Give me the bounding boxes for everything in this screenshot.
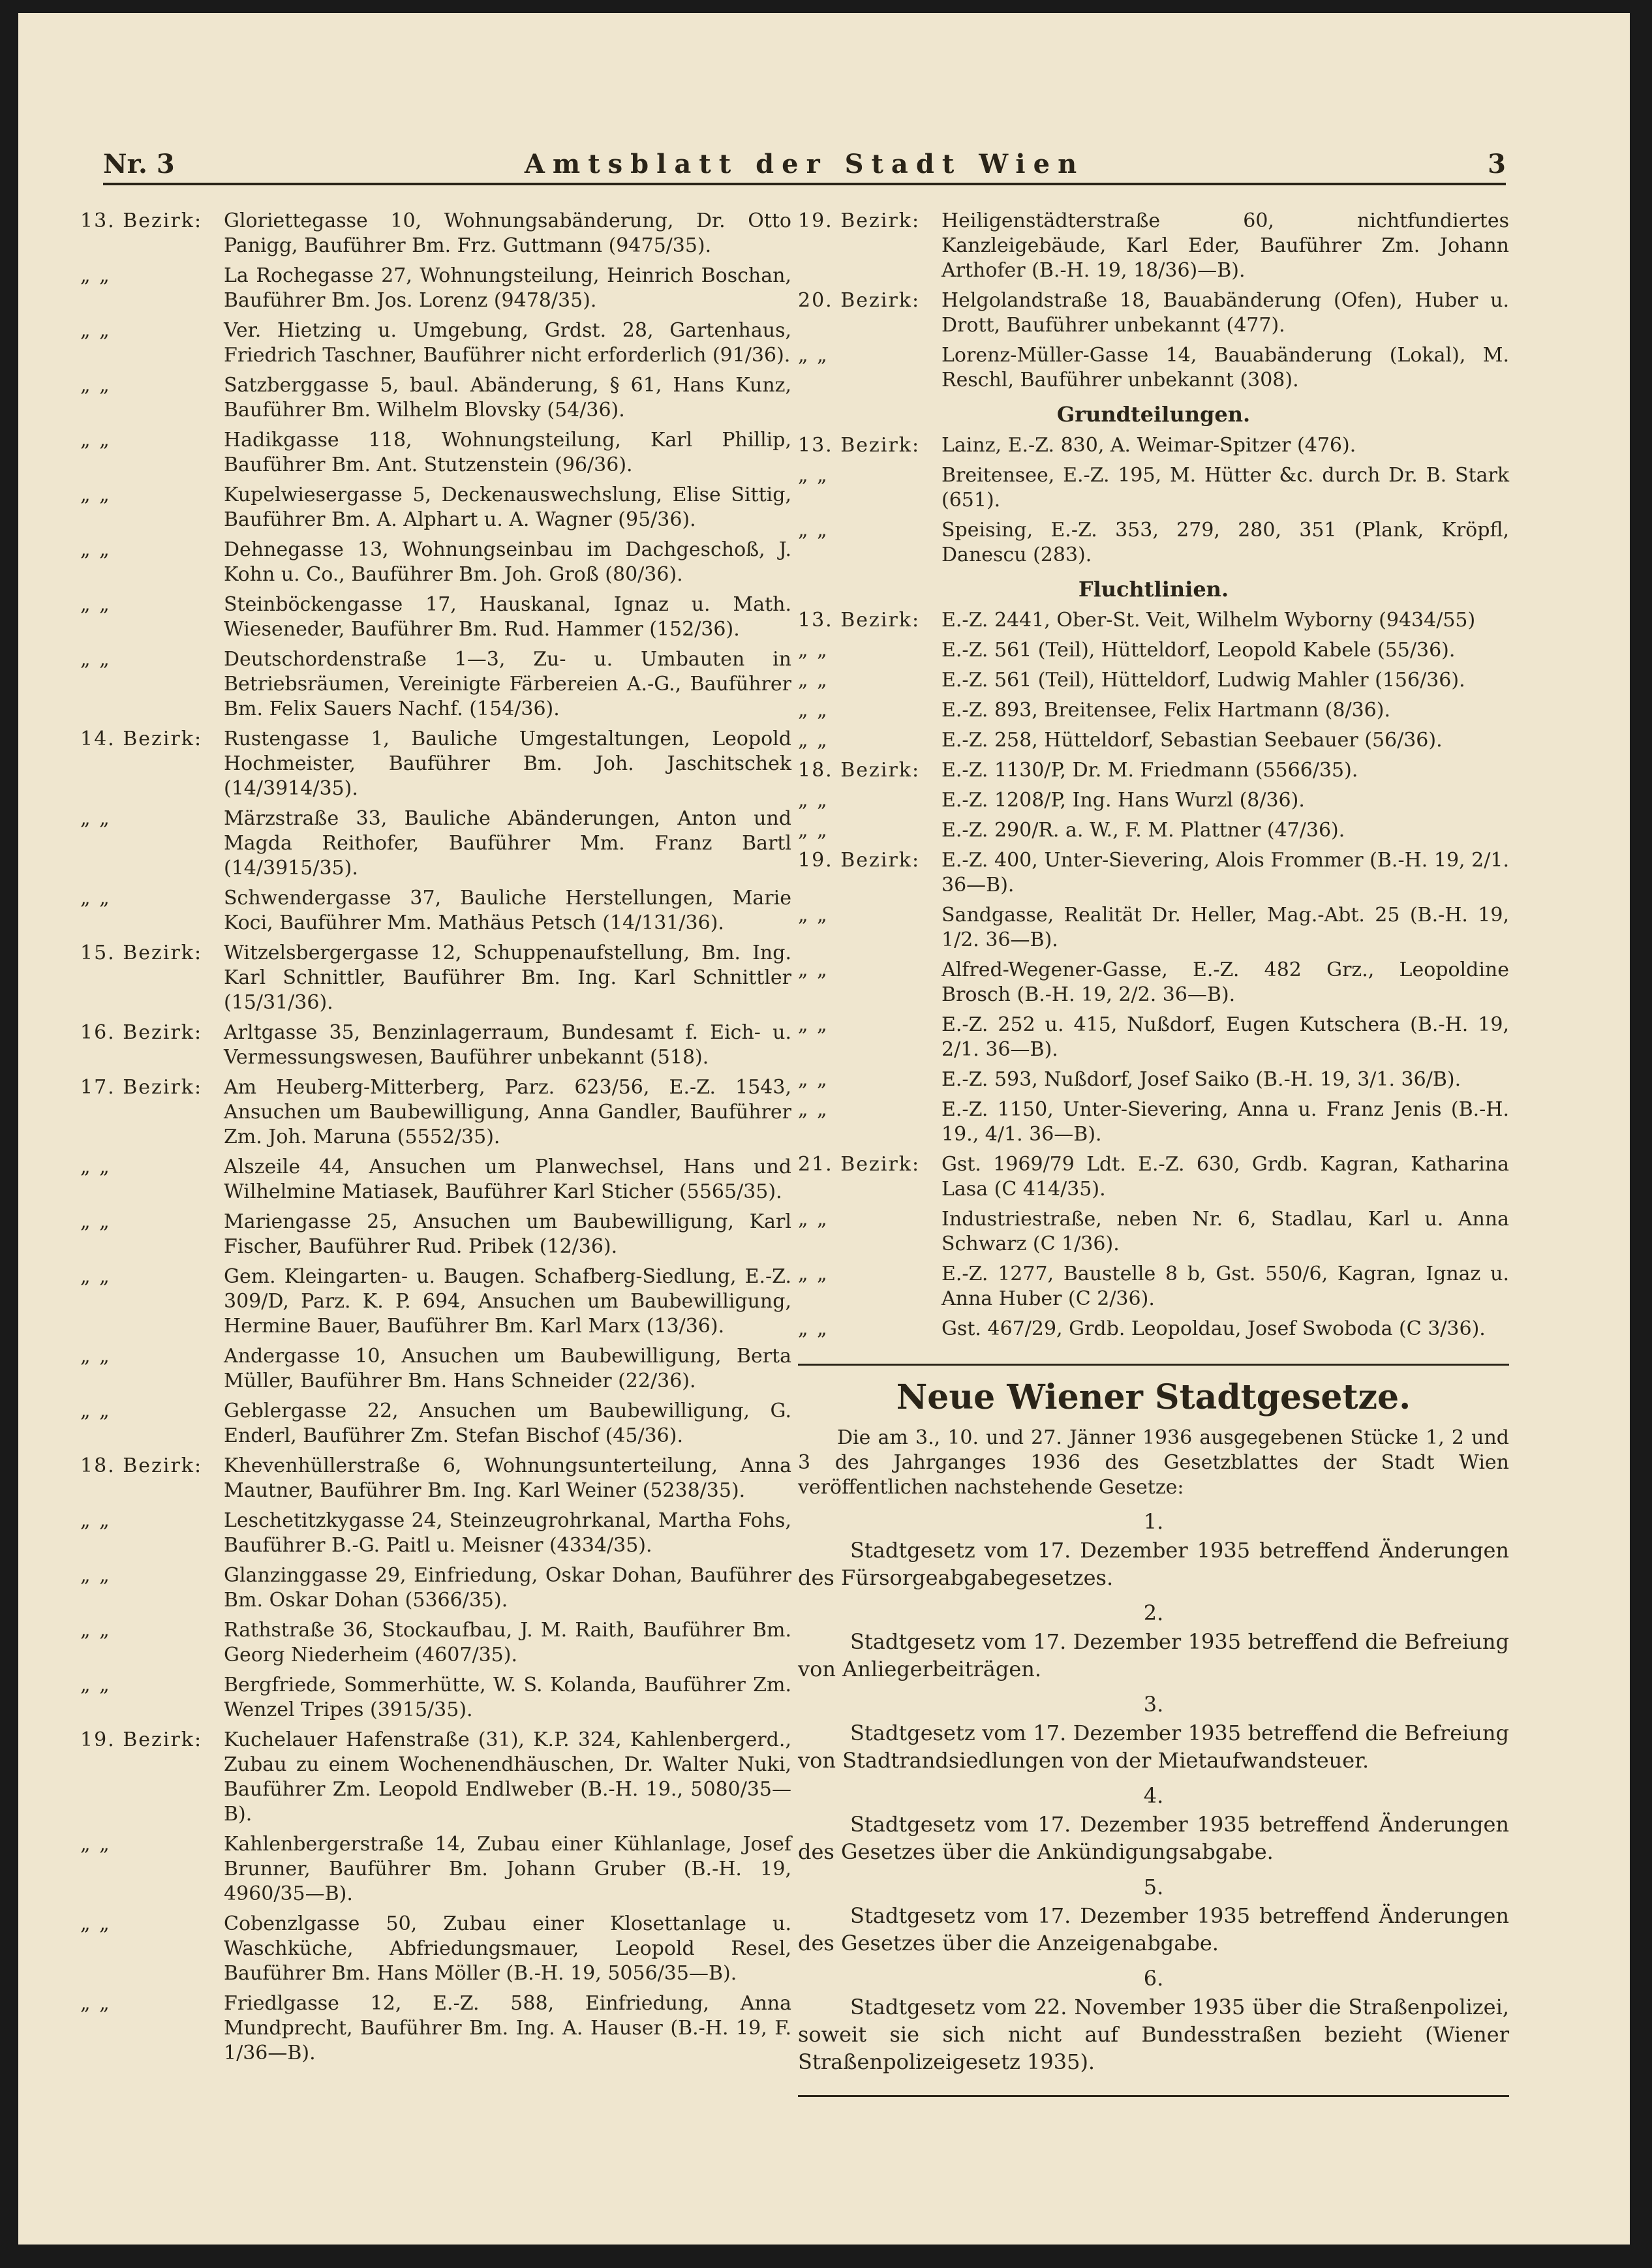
law-number: 5. bbox=[1143, 1875, 1164, 1899]
notice-text: Gst. 1969/79 Ldt. E.-Z. 630, Grdb. Kagran, Katharina Lasa (C 414/35). bbox=[941, 1153, 1509, 1201]
notice-text: Steinböckengasse 17, Hauskanal, Ignaz u. Math. Wieseneder, Bauführer Bm. Rud. Hammer (152/36). bbox=[224, 593, 791, 641]
notice-entry bbox=[798, 1152, 1509, 1202]
district-label: 20. Bezirk: bbox=[798, 289, 921, 312]
district-label: 13. Bezirk: bbox=[80, 209, 203, 232]
fluchtlinien-list bbox=[798, 608, 1509, 1341]
notice-entry bbox=[798, 728, 1509, 753]
district-label: „ „ bbox=[798, 519, 829, 542]
district-label: „ „ bbox=[80, 374, 111, 397]
left-column bbox=[80, 209, 791, 2071]
notice-entry bbox=[80, 1509, 791, 1558]
notice-entry bbox=[798, 1097, 1509, 1147]
notice-text: Lorenz-Müller-Gasse 14, Bauabänderung (Lokal), M. Reschl, Bauführer unbekannt (308). bbox=[941, 344, 1509, 391]
notice-text: Breitensee, E.-Z. 195, M. Hütter &c. durch Dr. B. Stark (651). bbox=[941, 464, 1509, 512]
district-label: „ „ bbox=[80, 1912, 111, 1935]
notice-text: Hadikgasse 118, Wohnungsteilung, Karl Phillip, Bauführer Bm. Ant. Stutzenstein (96/36). bbox=[224, 429, 791, 476]
district-label: „ „ bbox=[80, 1509, 111, 1532]
district-label: „ „ bbox=[80, 1674, 111, 1696]
notice-text: Lainz, E.-Z. 830, A. Weimar-Spitzer (476). bbox=[941, 434, 1356, 457]
law-number: 4. bbox=[1143, 1783, 1164, 1808]
notice-text: Arltgasse 35, Benzinlagerraum, Bundesamt f. Eich- u. Vermessungswesen, Bauführer unbekannt (518). bbox=[224, 1021, 791, 1069]
district-label: 13. Bezirk: bbox=[798, 434, 921, 457]
district-label: „ „ bbox=[798, 789, 829, 812]
notice-entry bbox=[80, 209, 791, 258]
notice-entry bbox=[80, 483, 791, 532]
notice-entry bbox=[798, 788, 1509, 813]
district-label: 15. Bezirk: bbox=[80, 942, 203, 964]
district-label: 19. Bezirk: bbox=[80, 1728, 203, 1751]
law-text: Stadtgesetz vom 17. Dezember 1935 betreffend die Befreiung von Anliegerbeiträgen. bbox=[798, 1629, 1509, 1681]
notice-entry bbox=[798, 1013, 1509, 1062]
notice-entry bbox=[80, 1210, 791, 1259]
law-text: Stadtgesetz vom 17. Dezember 1935 betreffend Änderungen des Gesetzes über die Anzeigenabgabe. bbox=[798, 1903, 1509, 1955]
notice-entry bbox=[798, 288, 1509, 338]
notice-text: Märzstraße 33, Bauliche Abänderungen, Anton und Magda Reithofer, Bauführer Mm. Franz Bartl (14/3915/35). bbox=[224, 807, 791, 880]
gesetze-title: Neue Wiener Stadtgesetze. bbox=[896, 1377, 1411, 1417]
notice-entry bbox=[798, 848, 1509, 898]
district-label: „ „ bbox=[798, 958, 829, 981]
district-label: „ „ bbox=[80, 1992, 111, 2015]
grundteilungen-list bbox=[798, 433, 1509, 568]
notice-text: Heiligenstädterstraße 60, nichtfundiertes Kanzleigebäude, Karl Eder, Bauführer Zm. Johann Arthofer (B.-H. 19, 18/36)—B). bbox=[941, 209, 1509, 282]
notice-text: Sandgasse, Realität Dr. Heller, Mag.-Abt. 25 (B.-H. 19, 1/2. 36—B). bbox=[941, 904, 1509, 951]
notice-text: Kupelwiesergasse 5, Deckenauswechslung, Elise Sittig, Bauführer Bm. A. Alphart u. A. Wagner (95/36). bbox=[224, 483, 791, 531]
notice-text: Deutschordenstraße 1—3, Zu- u. Umbauten in Betriebsräumen, Vereinigte Färbereien A.-G., Bauführer Bm. Felix Sauers Nachf. (154/36). bbox=[224, 648, 791, 720]
notice-entry bbox=[798, 608, 1509, 633]
notice-entry bbox=[80, 1912, 791, 1986]
law-number: 1. bbox=[1143, 1509, 1164, 1534]
notice-entry bbox=[80, 1618, 791, 1668]
notice-text: E.-Z. 1150, Unter-Sievering, Anna u. Franz Jenis (B.-H. 19., 4/1. 36—B). bbox=[941, 1098, 1509, 1146]
notice-entry bbox=[80, 1832, 791, 1907]
district-label: „ „ bbox=[798, 904, 829, 927]
notice-text: E.-Z. 561 (Teil), Hütteldorf, Leopold Kabele (55/36). bbox=[941, 639, 1456, 662]
notice-text: E.-Z. 290/R. a. W., F. M. Plattner (47/36). bbox=[941, 819, 1345, 842]
district-label: „ „ bbox=[798, 1068, 829, 1091]
district-label: „ „ bbox=[798, 639, 829, 662]
notice-text: E.-Z. 252 u. 415, Nußdorf, Eugen Kutschera (B.-H. 19, 2/1. 36—B). bbox=[941, 1013, 1509, 1061]
notice-entry bbox=[80, 1454, 791, 1503]
notice-text: La Rochegasse 27, Wohnungsteilung, Heinrich Boschan, Bauführer Bm. Jos. Lorenz (9478/35). bbox=[224, 264, 791, 312]
notice-entry bbox=[80, 727, 791, 801]
notice-entry bbox=[80, 1399, 791, 1448]
notice-entry bbox=[80, 1075, 791, 1150]
notice-entry bbox=[798, 818, 1509, 843]
notice-text: E.-Z. 400, Unter-Sievering, Alois Frommer (B.-H. 19, 2/1. 36—B). bbox=[941, 849, 1509, 896]
notice-text: Kahlenbergerstraße 14, Zubau einer Kühlanlage, Josef Brunner, Bauführer Bm. Johann Gruber (B.-H. 19, 4960/35—B). bbox=[224, 1833, 791, 1905]
notice-text: E.-Z. 561 (Teil), Hütteldorf, Ludwig Mahler (156/36). bbox=[941, 669, 1465, 692]
district-label: 17. Bezirk: bbox=[80, 1076, 203, 1099]
district-label: „ „ bbox=[798, 729, 829, 752]
notice-text: Schwendergasse 37, Bauliche Herstellungen, Marie Koci, Bauführer Mm. Mathäus Petsch (14/131/36). bbox=[224, 887, 791, 934]
building-notices-continued bbox=[798, 209, 1509, 393]
notice-entry bbox=[80, 647, 791, 722]
page-header bbox=[103, 144, 1506, 185]
notice-text: Friedlgasse 12, E.-Z. 588, Einfriedung, Anna Mundprecht, Bauführer Bm. Ing. A. Hauser (B.-H. 19, F. 1/36—B). bbox=[224, 1992, 791, 2064]
notice-entry bbox=[80, 428, 791, 478]
notice-text: Gst. 467/29, Grdb. Leopoldau, Josef Swoboda (C 3/36). bbox=[941, 1317, 1486, 1340]
notice-text: Am Heuberg-Mitterberg, Parz. 623/56, E.-Z. 1543, Ansuchen um Baubewilligung, Anna Gandler, Bauführer Zm. Joh. Maruna (5552/35). bbox=[224, 1076, 791, 1148]
notice-entry bbox=[80, 318, 791, 368]
publication-title: Amtsblatt der Stadt Wien bbox=[524, 149, 1085, 179]
notice-entry bbox=[798, 758, 1509, 783]
district-label: 18. Bezirk: bbox=[80, 1454, 203, 1477]
district-label: „ „ bbox=[80, 887, 111, 910]
notice-entry bbox=[798, 903, 1509, 953]
law-text: Stadtgesetz vom 17. Dezember 1935 betreffend Änderungen des Gesetzes über die Ankündigungsabgabe. bbox=[798, 1812, 1509, 1864]
district-label: 19. Bezirk: bbox=[798, 209, 921, 232]
notice-entry bbox=[80, 1728, 791, 1827]
notice-entry bbox=[798, 1317, 1509, 1341]
law-number: 2. bbox=[1143, 1601, 1164, 1625]
notice-entry bbox=[80, 941, 791, 1015]
district-label: „ „ bbox=[798, 819, 829, 842]
notice-text: Alfred-Wegener-Gasse, E.-Z. 482 Grz., Leopoldine Brosch (B.-H. 19, 2/2. 36—B). bbox=[941, 958, 1509, 1006]
district-label: „ „ bbox=[80, 319, 111, 342]
notice-text: E.-Z. 258, Hütteldorf, Sebastian Seebauer (56/36). bbox=[941, 729, 1443, 752]
notice-text: Bergfriede, Sommerhütte, W. S. Kolanda, Bauführer Zm. Wenzel Tripes (3915/35). bbox=[224, 1674, 791, 1721]
district-label: „ „ bbox=[80, 1619, 111, 1642]
notice-text: Gem. Kleingarten- u. Baugen. Schafberg-Siedlung, E.-Z. 309/D, Parz. K. P. 694, Ansuchen um Baubewilligung, Hermine Bauer, Bauführer Bm. Karl Marx (13/36). bbox=[224, 1265, 791, 1338]
district-label: „ „ bbox=[798, 344, 829, 367]
district-label: 16. Bezirk: bbox=[80, 1021, 203, 1044]
notice-text: Alszeile 44, Ansuchen um Planwechsel, Hans und Wilhelmine Matiasek, Bauführer Karl Sticher (5565/35). bbox=[224, 1156, 791, 1203]
district-label: 13. Bezirk: bbox=[798, 609, 921, 632]
notice-entry bbox=[80, 1673, 791, 1723]
notice-entry bbox=[798, 698, 1509, 723]
law-number: 3. bbox=[1143, 1692, 1164, 1717]
notice-text: Ver. Hietzing u. Umgebung, Grdst. 28, Gartenhaus, Friedrich Taschner, Bauführer nicht erforderlich (91/36). bbox=[224, 319, 791, 367]
notice-entry bbox=[798, 1067, 1509, 1092]
grundteilungen-title: Grundteilungen. bbox=[1056, 402, 1251, 427]
district-label: „ „ bbox=[80, 483, 111, 506]
district-label: „ „ bbox=[80, 1833, 111, 1856]
notice-entry bbox=[798, 343, 1509, 393]
gesetze-intro: Die am 3., 10. und 27. Jänner 1936 ausgegebenen Stücke 1, 2 und 3 des Jahrganges 1936 des Gesetzblattes der Stadt Wien veröffentlichen nachstehende Gesetze: bbox=[798, 1426, 1509, 1499]
fluchtlinien-title: Fluchtlinien. bbox=[1078, 577, 1229, 602]
district-label: „ „ bbox=[798, 464, 829, 487]
notice-text: Mariengasse 25, Ansuchen um Baubewilligung, Karl Fischer, Bauführer Rud. Pribek (12/36). bbox=[224, 1210, 791, 1258]
notice-entry bbox=[80, 1344, 791, 1394]
notice-entry bbox=[798, 1262, 1509, 1311]
notice-entry bbox=[80, 806, 791, 881]
notice-entry bbox=[80, 1155, 791, 1204]
notice-text: E.-Z. 893, Breitensee, Felix Hartmann (8/36). bbox=[941, 699, 1390, 722]
district-label: 14. Bezirk: bbox=[80, 728, 203, 750]
notice-text: Dehnegasse 13, Wohnungseinbau im Dachgeschoß, J. Kohn u. Co., Bauführer Bm. Joh. Groß (80/36). bbox=[224, 538, 791, 586]
notice-text: Geblergasse 22, Ansuchen um Baubewilligung, G. Enderl, Bauführer Zm. Stefan Bischof (45/36). bbox=[224, 1400, 791, 1447]
notice-text: Gloriettegasse 10, Wohnungsabänderung, Dr. Otto Panigg, Bauführer Bm. Frz. Guttmann (9475/35). bbox=[224, 209, 791, 257]
right-column bbox=[798, 209, 1509, 2097]
section-divider bbox=[798, 1364, 1509, 1366]
notice-text: E.-Z. 1130/P, Dr. M. Friedmann (5566/35). bbox=[941, 759, 1358, 782]
notice-entry bbox=[80, 886, 791, 936]
notice-text: Satzberggasse 5, baul. Abänderung, § 61, Hans Kunz, Bauführer Bm. Wilhelm Blovsky (54/36). bbox=[224, 374, 791, 421]
notice-entry bbox=[798, 518, 1509, 568]
notice-entry bbox=[80, 1020, 791, 1070]
notice-text: Rustengasse 1, Bauliche Umgestaltungen, Leopold Hochmeister, Bauführer Bm. Joh. Jaschitschek (14/3914/35). bbox=[224, 728, 791, 800]
district-label: „ „ bbox=[80, 264, 111, 287]
notice-text: Rathstraße 36, Stockaufbau, J. M. Raith, Bauführer Bm. Georg Niederheim (4607/35). bbox=[224, 1619, 791, 1666]
district-label: 21. Bezirk: bbox=[798, 1153, 921, 1176]
notice-entry bbox=[798, 668, 1509, 693]
notice-text: Leschetitzkygasse 24, Steinzeugrohrkanal, Martha Fohs, Bauführer B.-G. Paitl u. Meisner (4334/35). bbox=[224, 1509, 791, 1557]
notice-entry bbox=[798, 433, 1509, 458]
notice-entry bbox=[80, 1563, 791, 1613]
newspaper-page bbox=[18, 13, 1630, 2245]
district-label: „ „ bbox=[80, 1400, 111, 1422]
bottom-divider bbox=[798, 2095, 1509, 2097]
notice-text: Industriestraße, neben Nr. 6, Stadlau, Karl u. Anna Schwarz (C 1/36). bbox=[941, 1208, 1509, 1255]
notice-entry bbox=[80, 373, 791, 423]
notice-text: E.-Z. 593, Nußdorf, Josef Saiko (B.-H. 19, 3/1. 36/B). bbox=[941, 1068, 1461, 1091]
notice-entry bbox=[80, 1991, 791, 2066]
law-number: 6. bbox=[1143, 1966, 1164, 1991]
law-text: Stadtgesetz vom 17. Dezember 1935 betreffend Änderungen des Fürsorgeabgabegesetzes. bbox=[798, 1538, 1509, 1590]
notice-entry bbox=[80, 1264, 791, 1339]
district-label: „ „ bbox=[798, 1098, 829, 1121]
district-label: „ „ bbox=[798, 1317, 829, 1340]
notice-text: Kuchelauer Hafenstraße (31), K.P. 324, Kahlenbergerd., Zubau zu einem Wochenendhäuschen, Dr. Walter Nuki, Bauführer Zm. Leopold Endlweber (B.-H. 19., 5080/35—B). bbox=[224, 1728, 791, 1826]
district-label: „ „ bbox=[80, 593, 111, 616]
notice-text: E.-Z. 2441, Ober-St. Veit, Wilhelm Wyborny (9434/55) bbox=[941, 609, 1476, 632]
district-label: „ „ bbox=[80, 1345, 111, 1368]
district-label: 18. Bezirk: bbox=[798, 759, 921, 782]
notice-text: Helgolandstraße 18, Bauabänderung (Ofen), Huber u. Drott, Bauführer unbekannt (477). bbox=[941, 289, 1509, 337]
notice-text: Khevenhüllerstraße 6, Wohnungsunterteilung, Anna Mautner, Bauführer Bm. Ing. Karl Weiner (5238/35). bbox=[224, 1454, 791, 1502]
notice-entry bbox=[798, 958, 1509, 1007]
issue-number: Nr. 3 bbox=[103, 149, 175, 179]
notice-text: Cobenzlgasse 50, Zubau einer Klosettanlage u. Waschküche, Abfriedungsmauer, Leopold Resel, Bauführer Bm. Hans Möller (B.-H. 19, 5056/35—B). bbox=[224, 1912, 791, 1985]
notice-entry bbox=[80, 264, 791, 313]
notice-entry bbox=[80, 592, 791, 642]
district-label: „ „ bbox=[798, 1263, 829, 1285]
notice-entry bbox=[798, 209, 1509, 283]
district-label: „ „ bbox=[80, 1265, 111, 1288]
laws-list bbox=[798, 1509, 1509, 2076]
notice-entry bbox=[798, 638, 1509, 663]
notice-entry bbox=[798, 1207, 1509, 1257]
district-label: „ „ bbox=[80, 1564, 111, 1587]
district-label: „ „ bbox=[80, 538, 111, 561]
notice-entry bbox=[80, 538, 791, 587]
district-label: 19. Bezirk: bbox=[798, 849, 921, 872]
district-label: „ „ bbox=[80, 1156, 111, 1178]
district-label: „ „ bbox=[80, 429, 111, 452]
law-text: Stadtgesetz vom 22. November 1935 über die Straßenpolizei, soweit sie sich nicht auf Bundesstraßen bezieht (Wiener Straßenpolizeigesetz 1935). bbox=[798, 1995, 1509, 2074]
district-label: „ „ bbox=[80, 1210, 111, 1233]
district-label: „ „ bbox=[798, 699, 829, 722]
notice-text: E.-Z. 1277, Baustelle 8 b, Gst. 550/6, Kagran, Ignaz u. Anna Huber (C 2/36). bbox=[941, 1263, 1509, 1310]
notice-text: Witzelsbergergasse 12, Schuppenaufstellung, Bm. Ing. Karl Schnittler, Bauführer Bm. Ing. Karl Schnittler (15/31/36). bbox=[224, 942, 791, 1014]
notice-entry bbox=[798, 463, 1509, 513]
district-label: „ „ bbox=[798, 669, 829, 692]
law-text: Stadtgesetz vom 17. Dezember 1935 betreffend die Befreiung von Stadtrandsiedlungen von der Mietaufwandsteuer. bbox=[798, 1721, 1509, 1773]
notice-text: Speising, E.-Z. 353, 279, 280, 351 (Plank, Kröpfl, Danescu (283). bbox=[941, 519, 1509, 566]
district-label: „ „ bbox=[798, 1013, 829, 1036]
district-label: „ „ bbox=[80, 648, 111, 671]
notice-text: E.-Z. 1208/P, Ing. Hans Wurzl (8/36). bbox=[941, 789, 1305, 812]
district-label: „ „ bbox=[798, 1208, 829, 1231]
page-number: 3 bbox=[1488, 149, 1506, 179]
notice-text: Andergasse 10, Ansuchen um Baubewilligung, Berta Müller, Bauführer Bm. Hans Schneider (22/36). bbox=[224, 1345, 791, 1392]
notice-text: Glanzinggasse 29, Einfriedung, Oskar Dohan, Bauführer Bm. Oskar Dohan (5366/35). bbox=[224, 1564, 791, 1612]
district-label: „ „ bbox=[80, 807, 111, 830]
